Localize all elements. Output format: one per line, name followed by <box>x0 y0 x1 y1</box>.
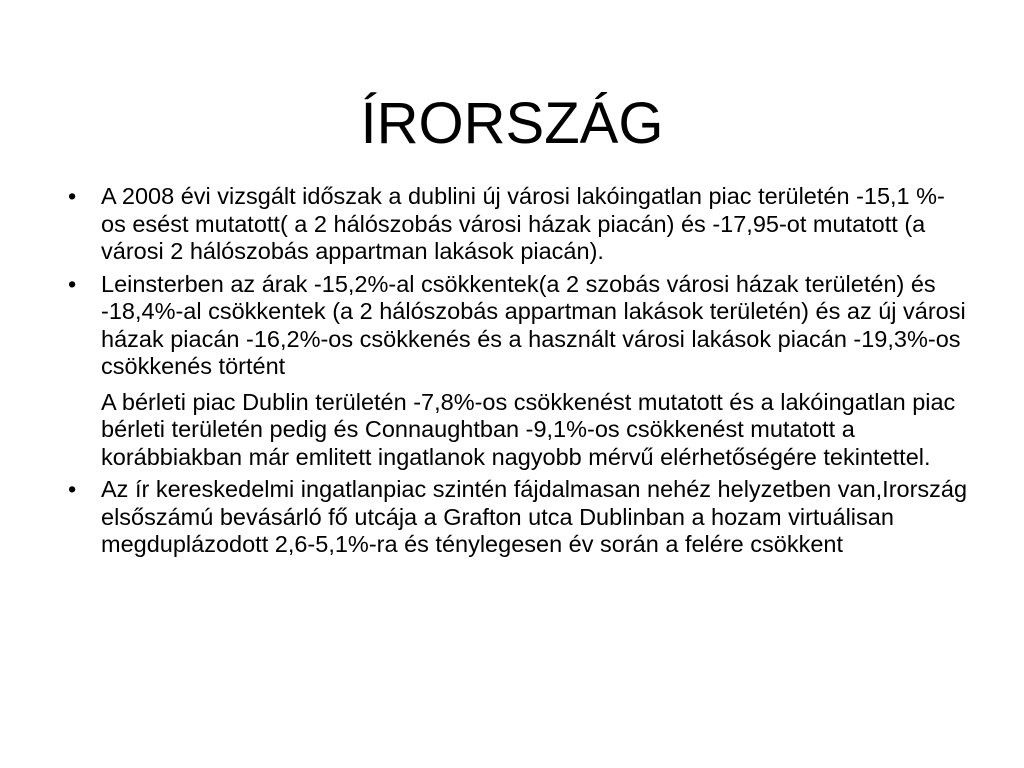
bullet-marker: • <box>68 476 77 502</box>
slide-title: ÍRORSZÁG <box>360 90 664 156</box>
paragraph-text: Leinsterben az árak -15,2%-al csökkentek(a 2 szobás városi házak területén) és -18,4%-al csökkentek (a 2 hálószobás appartman lakások területén) és az új városi házak piacán -16,2%-os csökkenés és a használt városi lakások piacán -19,3%-os csökkenés történt <box>101 270 966 379</box>
bullet-paragraph-3 <box>68 476 968 559</box>
slide-body <box>68 183 968 564</box>
bullet-paragraph-1 <box>68 183 968 266</box>
continuation-paragraph <box>68 389 968 472</box>
paragraph-text: Az ír kereskedelmi ingatlanpiac szintén fájdalmasan nehéz helyzetben van,Irország elsőszámú bevásárló fő utcája a Grafton utca Dublinban a hozam virtuálisan megduplázodott 2,6-5,1%-ra és ténylegesen év során a felére csökkent <box>101 476 968 557</box>
bullet-marker: • <box>68 183 77 209</box>
paragraph-text: A 2008 évi vizsgált időszak a dublini új városi lakóingatlan piac területén -15,1 %-os esést mutatott( a 2 hálószobás városi házak piacán) és -17,95-ot mutatott (a városi 2 hálószobás appartman lakások piacán). <box>101 183 945 264</box>
paragraph-text: A bérleti piac Dublin területén -7,8%-os csökkenést mutatott és a lakóingatlan piac bérleti területén pedig és Connaughtban -9,1%-os csökkenést mutatott a korábbiakban már emlitett ingatlanok nagyobb mérvű elérhetőségére tekintettel. <box>101 388 956 470</box>
bullet-paragraph-2 <box>68 271 968 381</box>
bullet-marker: • <box>68 270 77 297</box>
